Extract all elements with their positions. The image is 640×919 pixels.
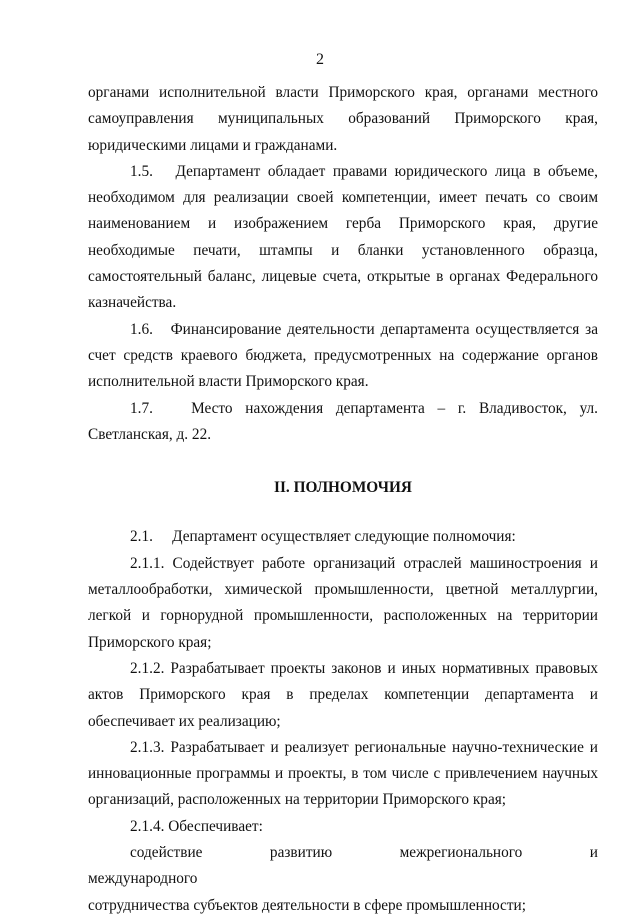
paragraph-1-6: 1.6. Финансирование деятельности департамента осуществляется за счет средств краевого бюджета, предусмотренных на содержание органов исполнительной власти Приморского края. (88, 320, 598, 391)
paragraph-2-1-4: 2.1.4. Обеспечивает: (130, 817, 263, 835)
page-number: 2 (316, 51, 324, 68)
paragraph-2-1-1: 2.1.1. Содействует работе организаций отраслей машиностроения и металлообработки, химической промышленности, цветной металлургии, легкой и горнорудной промышленности, расположенных на территории Приморского края; (88, 554, 598, 651)
section-heading: II. ПОЛНОМОЧИЯ (274, 479, 412, 497)
paragraph-continuation: органами исполнительной власти Приморского края, органами местного самоуправления муниципальных образований Приморского края, юридическими лицами и гражданами. (88, 84, 598, 154)
paragraph-2-1-2: 2.1.2. Разрабатывает проекты законов и иных нормативных правовых актов Приморского края в пределах компетенции департамента и обеспечивает их реализацию; (88, 659, 598, 730)
paragraph-2-1: 2.1. Департамент осуществляет следующие полномочия: (130, 528, 516, 546)
document-body (88, 80, 598, 919)
paragraph-1-5: 1.5. Департамент обладает правами юридического лица в объеме, необходимом для реализации своей компетенции, имеет печать со своим наименованием и изображением герба Приморского края, другие необходимые печати, штампы и бланки установленного образца, самостоятельный баланс, лицевые счета, открытые в органах Федерального казначейства. (88, 162, 598, 312)
paragraph-support-line-2: сотрудничества субъектов деятельности в сфере промышленности; (88, 896, 526, 914)
paragraph-2-1-3: 2.1.3. Разрабатывает и реализует региональные научно-технические и инновационные программы и проекты, в том числе с привлечением научных организаций, расположенных на территории Приморского края; (88, 738, 598, 809)
paragraph-1-7: 1.7. Место нахождения департамента – г. Владивосток, ул. Светланская, д. 22. (88, 399, 598, 443)
paragraph-support-line-1: содействие развитию межрегионального и международного (88, 844, 598, 888)
